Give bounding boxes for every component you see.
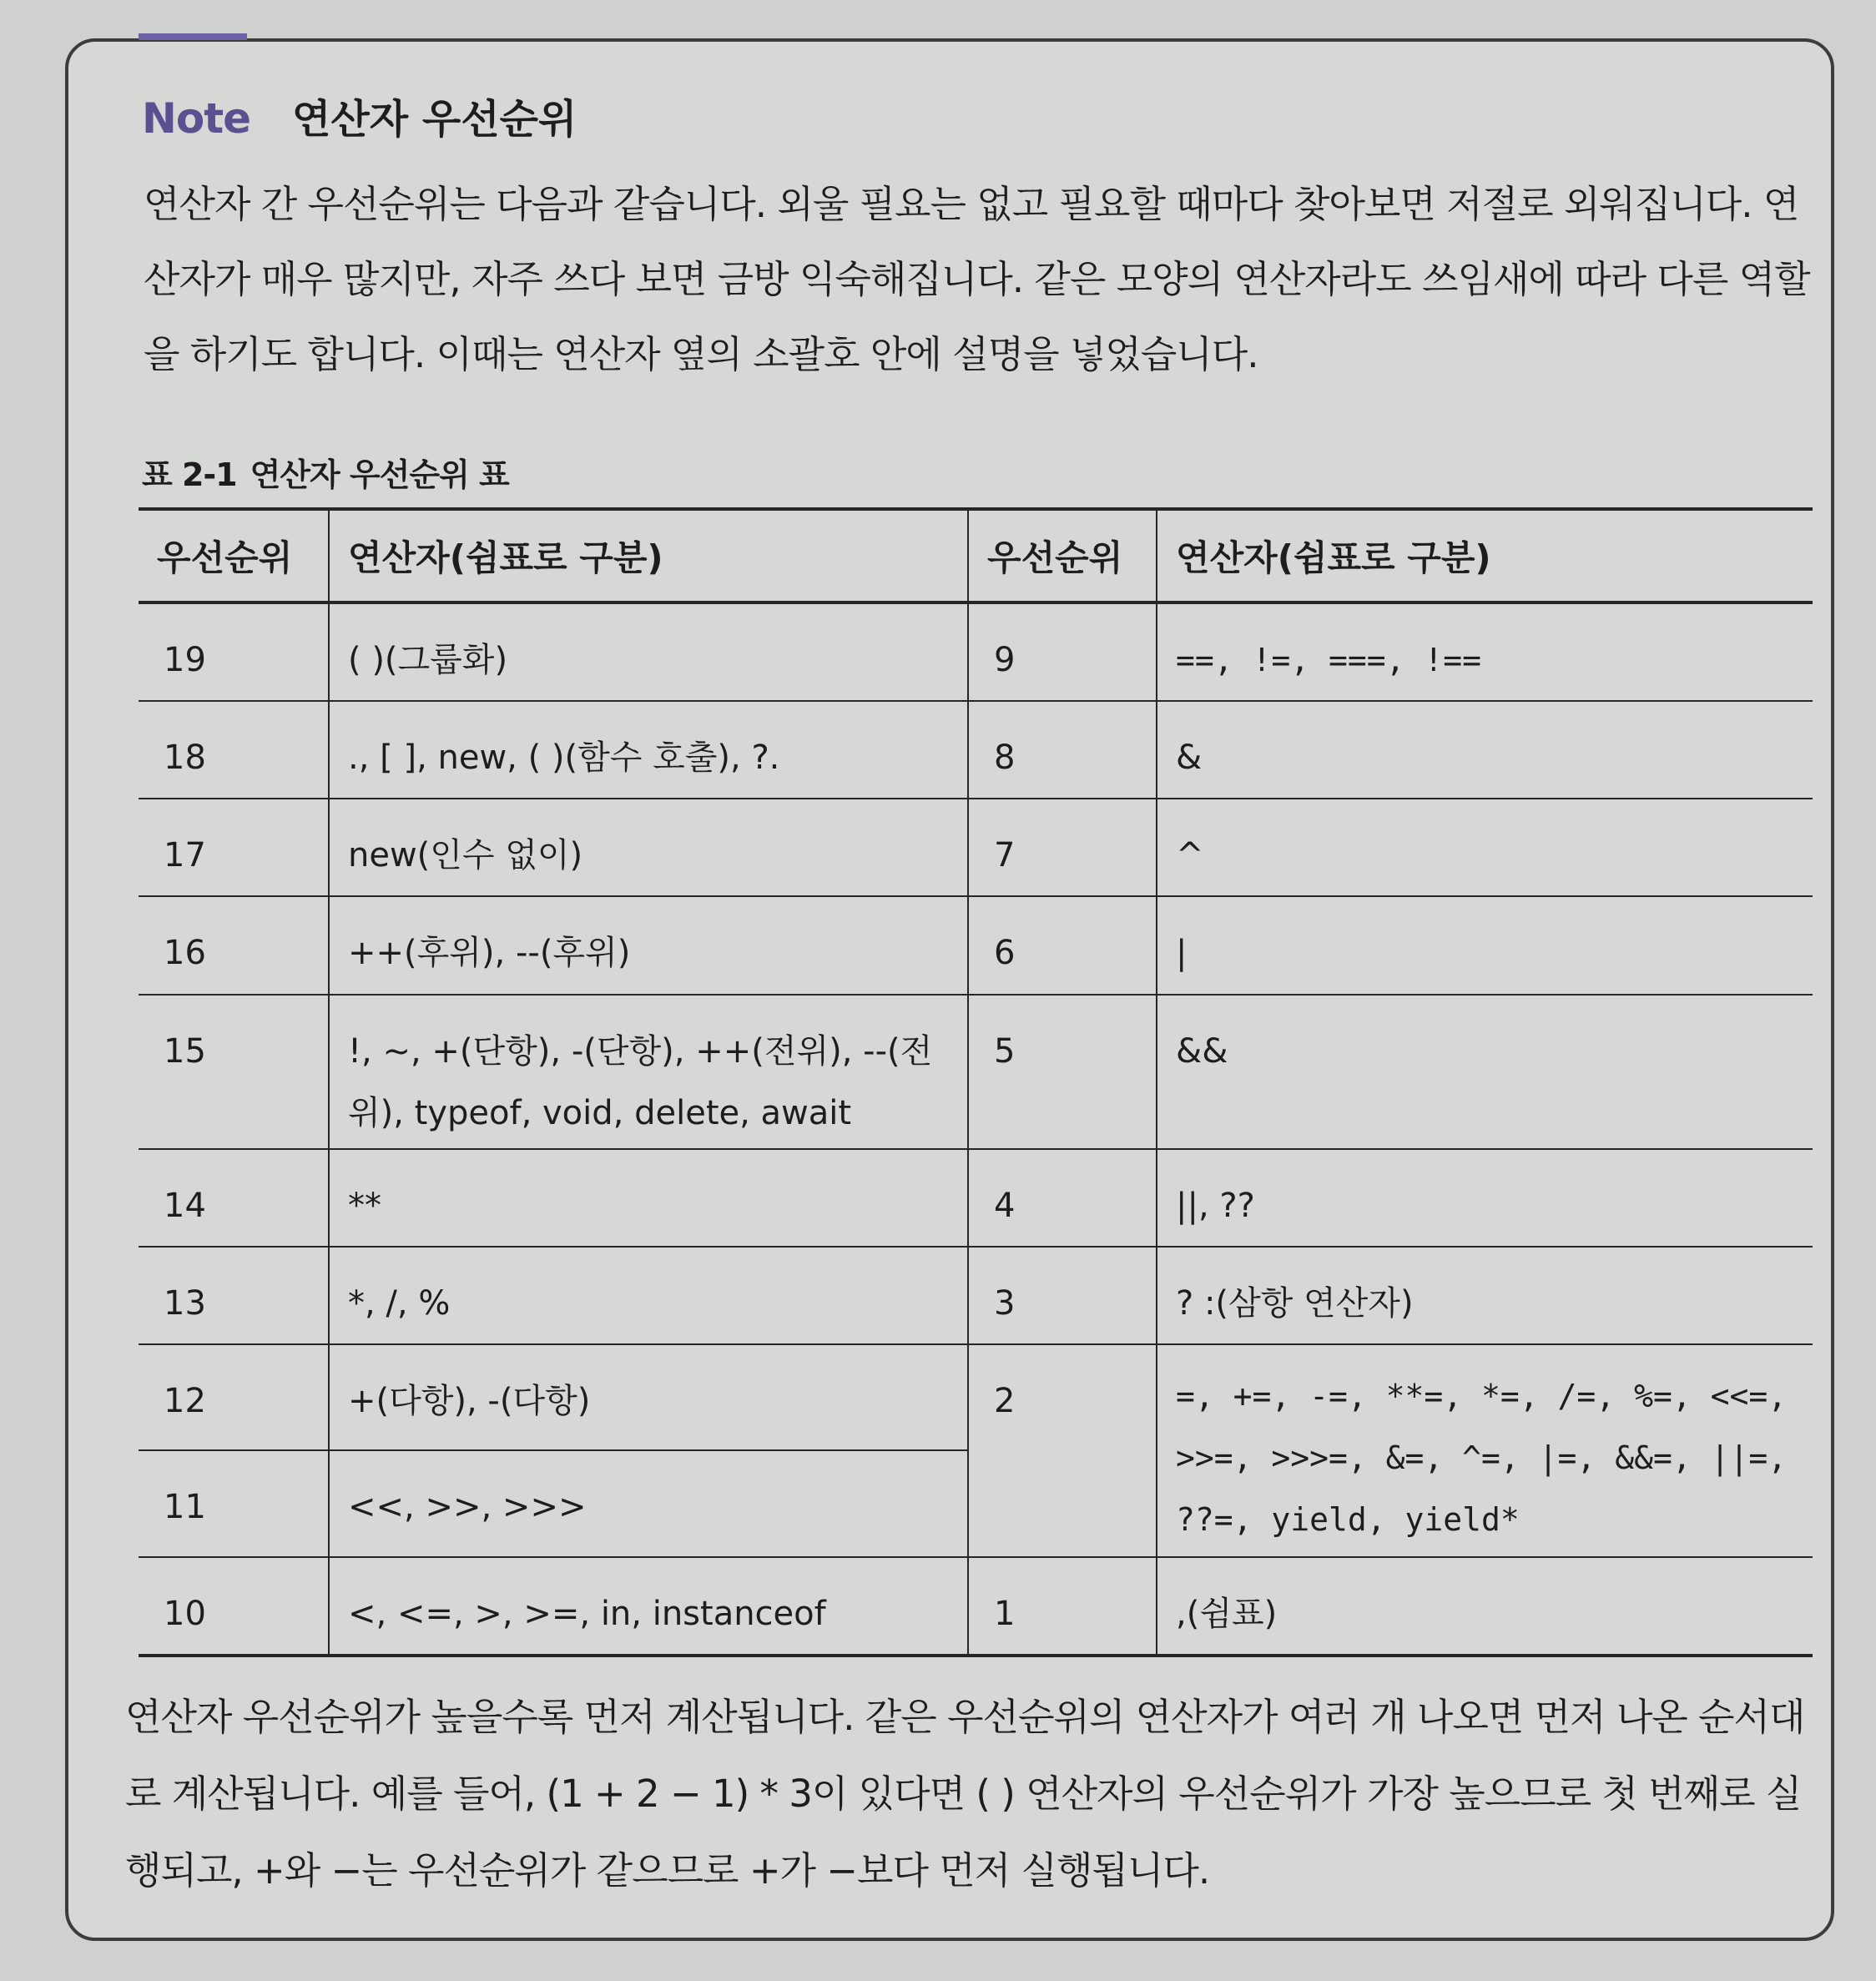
operators-cell: ., [ ], new, ( )(함수 호출), ?. bbox=[329, 701, 968, 799]
operators-cell: && bbox=[1157, 995, 1813, 1149]
table-row bbox=[139, 1149, 1813, 1247]
header-priority-right: 우선순위 bbox=[968, 509, 1157, 602]
priority-cell: 10 bbox=[139, 1557, 329, 1656]
table-caption bbox=[142, 449, 509, 495]
operators-cell: ||, ?? bbox=[1157, 1149, 1813, 1247]
priority-cell: 5 bbox=[968, 995, 1157, 1149]
priority-cell: 19 bbox=[139, 602, 329, 701]
intro-paragraph: 연산자 간 우선순위는 다음과 같습니다. 외울 필요는 없고 필요할 때마다 찾아보면 저절로 외워집니다. 연산자가 매우 많지만, 자주 쓰다 보면 금방 익숙해집니다. 같은 모양의 연산자라도 쓰임새에 따라 다른 역할을 하기도 합니다. 이때는 연산자 옆의 소괄호 안에 설명을 넣었습니다. bbox=[144, 182, 1810, 376]
priority-cell: 16 bbox=[139, 896, 329, 994]
note-label: Note bbox=[142, 94, 251, 143]
priority-cell: 11 bbox=[139, 1450, 329, 1556]
table-row bbox=[139, 1557, 1813, 1656]
operators-cell: & bbox=[1157, 701, 1813, 799]
operators-cell: ++(후위), --(후위) bbox=[329, 896, 968, 994]
priority-cell: 2 bbox=[968, 1344, 1157, 1557]
operators-cell: =, +=, -=, **=, *=, /=, %=, <<=, >>=, >>>=, &=, ^=, |=, &&=, ||=, ??=, yield, yield* bbox=[1157, 1344, 1813, 1557]
header-operators-left: 연산자(쉼표로 구분) bbox=[329, 509, 968, 602]
table-row bbox=[139, 896, 1813, 994]
priority-cell: 12 bbox=[139, 1344, 329, 1450]
note-header bbox=[142, 87, 577, 144]
operators-cell: ** bbox=[329, 1149, 968, 1247]
operators-cell: ^ bbox=[1157, 799, 1813, 896]
operators-cell: <, <=, >, >=, in, instanceof bbox=[329, 1557, 968, 1656]
table-header-row bbox=[139, 509, 1813, 602]
operators-cell: new(인수 없이) bbox=[329, 799, 968, 896]
operators-cell: ==, !=, ===, !== bbox=[1157, 602, 1813, 701]
table-row bbox=[139, 1344, 1813, 1450]
priority-cell: 8 bbox=[968, 701, 1157, 799]
note-tab-decoration bbox=[139, 33, 247, 40]
header-operators-right: 연산자(쉼표로 구분) bbox=[1157, 509, 1813, 602]
outro-paragraph: 연산자 우선순위가 높을수록 먼저 계산됩니다. 같은 우선순위의 연산자가 여러 개 나오면 먼저 나온 순서대로 계산됩니다. 예를 들어, (1 + 2 − 1) * 3이 있다면 ( ) 연산자의 우선순위가 가장 높으므로 첫 번째로 실행되고, +와 −는 우선순위가 같으므로 +가 −보다 먼저 실행됩니다. bbox=[125, 1695, 1805, 1893]
table-caption-title: 연산자 우선순위 표 bbox=[250, 456, 509, 493]
operators-cell: +(다항), -(다항) bbox=[329, 1344, 968, 1450]
operators-cell: ( )(그룹화) bbox=[329, 602, 968, 701]
operators-cell: | bbox=[1157, 896, 1813, 994]
priority-cell: 17 bbox=[139, 799, 329, 896]
priority-cell: 1 bbox=[968, 1557, 1157, 1656]
table-row bbox=[139, 701, 1813, 799]
priority-cell: 6 bbox=[968, 896, 1157, 994]
priority-cell: 3 bbox=[968, 1247, 1157, 1344]
operators-cell: !, ~, +(단항), -(단항), ++(전위), --(전위), typeof, void, delete, await bbox=[329, 995, 968, 1149]
table-caption-number: 표 2-1 bbox=[142, 456, 237, 493]
priority-cell: 9 bbox=[968, 602, 1157, 701]
operators-cell: ,(쉼표) bbox=[1157, 1557, 1813, 1656]
table-row bbox=[139, 1247, 1813, 1344]
operators-cell: <<, >>, >>> bbox=[329, 1450, 968, 1556]
precedence-table bbox=[139, 507, 1813, 1657]
priority-cell: 4 bbox=[968, 1149, 1157, 1247]
priority-cell: 15 bbox=[139, 995, 329, 1149]
priority-cell: 18 bbox=[139, 701, 329, 799]
operators-cell: *, /, % bbox=[329, 1247, 968, 1344]
table-row bbox=[139, 602, 1813, 701]
note-title: 연산자 우선순위 bbox=[292, 96, 577, 143]
priority-cell: 7 bbox=[968, 799, 1157, 896]
priority-cell: 14 bbox=[139, 1149, 329, 1247]
operators-cell: ? :(삼항 연산자) bbox=[1157, 1247, 1813, 1344]
table-row bbox=[139, 995, 1813, 1149]
table-row bbox=[139, 799, 1813, 896]
priority-cell: 13 bbox=[139, 1247, 329, 1344]
header-priority-left: 우선순위 bbox=[139, 509, 329, 602]
